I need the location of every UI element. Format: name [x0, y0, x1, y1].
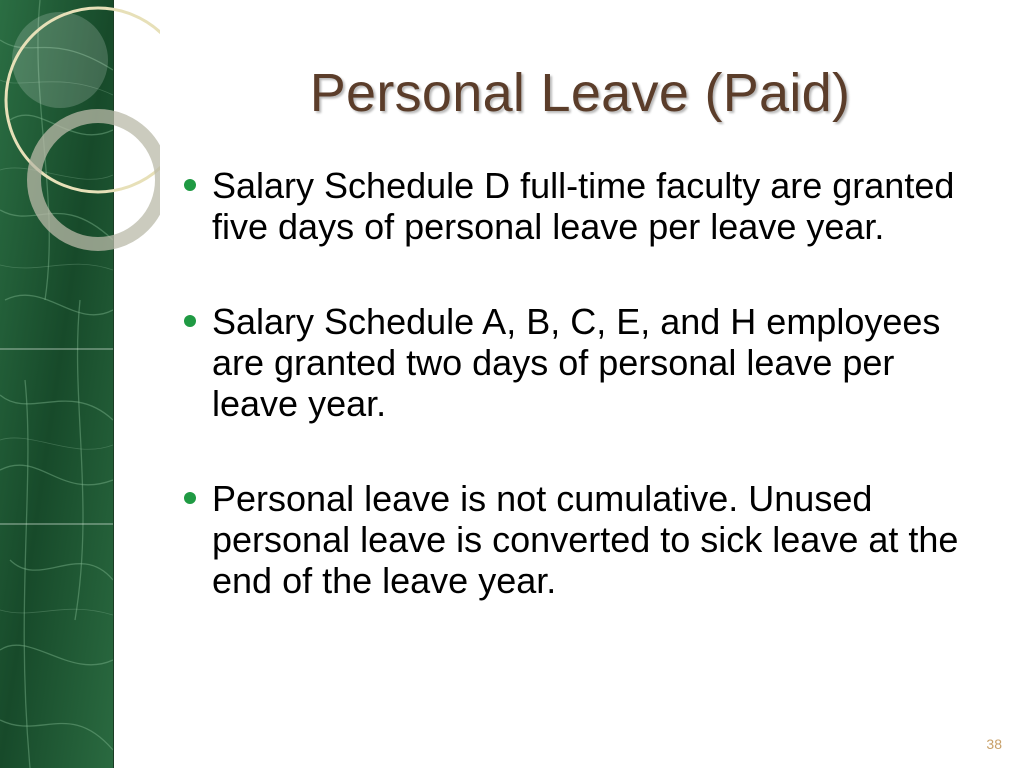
marble-sidebar [0, 0, 114, 768]
bullet-text: Personal leave is not cumulative. Unused personal leave is converted to sick leave at the end of the leave year. [212, 478, 959, 601]
bullet-marker-icon [184, 179, 196, 191]
bullet-text: Salary Schedule A, B, C, E, and H employees are granted two days of personal leave per leave year. [212, 301, 941, 424]
bullet-marker-icon [184, 492, 196, 504]
bullet-item [184, 478, 984, 601]
slide-title: Personal Leave (Paid) [309, 63, 851, 123]
bullet-item [184, 165, 984, 247]
bullet-list [184, 165, 984, 655]
bullet-marker-icon [184, 315, 196, 327]
marble-texture [0, 0, 113, 768]
bullet-text: Salary Schedule D full-time faculty are granted five days of personal leave per leave year. [212, 165, 955, 247]
bullet-item [184, 301, 984, 424]
page-number: 38 [986, 736, 1002, 752]
